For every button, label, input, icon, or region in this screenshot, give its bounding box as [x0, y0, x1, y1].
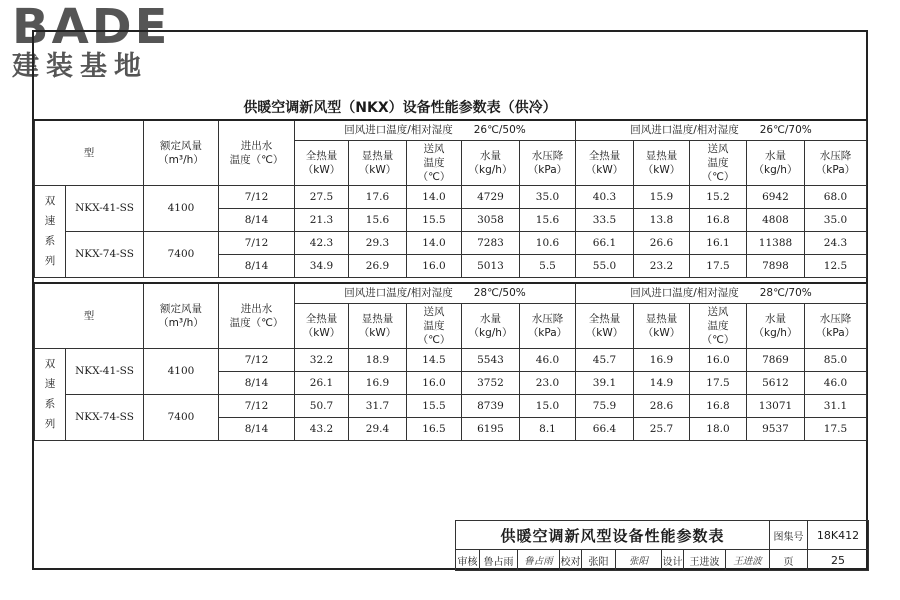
header-line: 温度: [423, 156, 445, 169]
water-temp-header: [219, 283, 295, 348]
header-line: （kW）: [302, 326, 341, 339]
design-label: 设计: [662, 550, 684, 571]
header-line: 全热量: [305, 312, 338, 325]
header-line: 全热量: [305, 149, 338, 162]
total-heat-value: 33.5: [576, 208, 634, 231]
series-label: 双 速 系 列: [35, 348, 66, 440]
sensible-heat-value: 16.9: [349, 371, 407, 394]
water-temp-header: [219, 120, 295, 185]
total-heat-header: [576, 303, 634, 348]
water-flow-value: 11388: [747, 231, 805, 254]
water-flow-header: [747, 303, 805, 348]
water-pressure-drop-value: 46.0: [520, 348, 576, 371]
water-flow-header: [462, 140, 520, 185]
performance-table-section-1: [34, 119, 867, 278]
water-flow-value: 5612: [747, 371, 805, 394]
performance-table-section-2: [34, 282, 867, 441]
header-line: 温度（℃）: [229, 153, 284, 166]
supply-air-temp-value: 16.8: [690, 394, 747, 417]
header-line: 进出水: [240, 302, 273, 315]
total-heat-value: 21.3: [295, 208, 349, 231]
model-name: NKX-74-SS: [66, 394, 144, 440]
header-line: （kg/h）: [468, 326, 513, 339]
supply-air-temp-value: 14.5: [407, 348, 462, 371]
total-heat-value: 66.4: [576, 417, 634, 440]
table-row: [35, 185, 867, 208]
table-title: 供暖空调新风型（NKX）设备性能参数表（供冷）: [243, 100, 557, 116]
supply-air-temp-value: 16.0: [407, 371, 462, 394]
page-number: 25: [808, 550, 869, 571]
water-flow-header: [747, 140, 805, 185]
total-heat-value: 26.1: [295, 371, 349, 394]
header-line: （kW）: [642, 326, 681, 339]
sensible-heat-value: 16.9: [634, 348, 690, 371]
header-line: 温度: [707, 156, 729, 169]
header-line: （℃）: [417, 170, 451, 183]
water-pressure-drop-value: 8.1: [520, 417, 576, 440]
header-line: 型: [83, 309, 95, 322]
sensible-heat-value: 29.4: [349, 417, 407, 440]
header-line: 额定风量: [160, 302, 202, 315]
total-heat-value: 42.3: [295, 231, 349, 254]
sensible-heat-value: 26.6: [634, 231, 690, 254]
page-label: 页: [770, 550, 808, 571]
supply-air-temp-header: [407, 303, 462, 348]
water-pressure-drop-value: 10.6: [520, 231, 576, 254]
total-heat-value: 45.7: [576, 348, 634, 371]
water-flow-value: 7869: [747, 348, 805, 371]
header-line: （kPa）: [527, 326, 568, 339]
checker-name: 张阳: [582, 550, 616, 571]
model-name: NKX-41-SS: [66, 348, 144, 394]
table-row: [35, 231, 867, 254]
model-name: NKX-74-SS: [66, 231, 144, 277]
model-header: [35, 120, 144, 185]
designer-name: 王进波: [684, 550, 726, 571]
total-heat-value: 50.7: [295, 394, 349, 417]
total-heat-value: 27.5: [295, 185, 349, 208]
inlet-outlet-water-temp: 7/12: [219, 231, 295, 254]
water-pressure-drop-header: [520, 140, 576, 185]
sensible-heat-header: [349, 140, 407, 185]
model-header: [35, 283, 144, 348]
total-heat-value: 43.2: [295, 417, 349, 440]
inlet-outlet-water-temp: 8/14: [219, 254, 295, 277]
water-flow-value: 8739: [462, 394, 520, 417]
header-line: （℃）: [701, 170, 735, 183]
water-pressure-drop-value: 5.5: [520, 254, 576, 277]
header-line: 温度: [423, 319, 445, 332]
supply-air-temp-value: 15.5: [407, 394, 462, 417]
supply-air-temp-value: 17.5: [690, 371, 747, 394]
header-line: 送风: [423, 305, 445, 318]
header-line: 温度（℃）: [229, 316, 284, 329]
water-pressure-drop-value: 85.0: [805, 348, 867, 371]
water-flow-value: 5013: [462, 254, 520, 277]
sensible-heat-value: 28.6: [634, 394, 690, 417]
sensible-heat-value: 29.3: [349, 231, 407, 254]
inlet-outlet-water-temp: 7/12: [219, 348, 295, 371]
water-pressure-drop-value: 12.5: [805, 254, 867, 277]
inlet-outlet-water-temp: 8/14: [219, 417, 295, 440]
total-heat-value: 75.9: [576, 394, 634, 417]
water-flow-value: 6942: [747, 185, 805, 208]
water-flow-value: 4729: [462, 185, 520, 208]
supply-air-temp-value: 15.5: [407, 208, 462, 231]
header-line: 显热量: [645, 312, 678, 325]
sensible-heat-value: 18.9: [349, 348, 407, 371]
water-flow-value: 7898: [747, 254, 805, 277]
header-line: 进出水: [240, 139, 273, 152]
water-pressure-drop-value: 35.0: [520, 185, 576, 208]
water-pressure-drop-value: 24.3: [805, 231, 867, 254]
header-line: （kW）: [358, 326, 397, 339]
sensible-heat-header: [349, 303, 407, 348]
sensible-heat-header: [634, 140, 690, 185]
inlet-outlet-water-temp: 7/12: [219, 185, 295, 208]
reviewer-signature: 鲁占雨: [518, 550, 560, 571]
header-line: 温度: [707, 319, 729, 332]
sensible-heat-value: 15.9: [634, 185, 690, 208]
water-flow-value: 3058: [462, 208, 520, 231]
header-line: （kW）: [585, 326, 624, 339]
header-line: 显热量: [361, 149, 394, 162]
water-pressure-drop-value: 35.0: [805, 208, 867, 231]
header-line: 水量: [480, 149, 501, 162]
water-flow-value: 3752: [462, 371, 520, 394]
total-heat-value: 40.3: [576, 185, 634, 208]
header-line: 显热量: [645, 149, 678, 162]
water-pressure-drop-value: 68.0: [805, 185, 867, 208]
header-line: 水量: [480, 312, 501, 325]
logo-chinese-name: 建装基地: [12, 51, 148, 82]
supply-air-temp-value: 14.0: [407, 185, 462, 208]
header-line: 水压降: [819, 312, 852, 325]
atlas-number: 18K412: [808, 521, 869, 550]
condition-b-header: 回风进口温度/相对湿度 26℃/70%: [576, 120, 867, 140]
water-pressure-drop-value: 15.0: [520, 394, 576, 417]
header-line: 水压降: [531, 312, 564, 325]
supply-air-temp-value: 14.0: [407, 231, 462, 254]
water-flow-value: 7283: [462, 231, 520, 254]
header-line: （℃）: [701, 333, 735, 346]
water-flow-value: 5543: [462, 348, 520, 371]
header-line: 显热量: [361, 312, 394, 325]
sensible-heat-header: [634, 303, 690, 348]
header-line: 全热量: [588, 149, 621, 162]
table-row: [35, 283, 867, 303]
header-line: （kg/h）: [753, 326, 798, 339]
title-block: [455, 520, 869, 571]
water-pressure-drop-header: [520, 303, 576, 348]
table-row: [35, 348, 867, 371]
water-flow-value: 6195: [462, 417, 520, 440]
model-name: NKX-41-SS: [66, 185, 144, 231]
supply-air-temp-value: 16.0: [407, 254, 462, 277]
header-line: 额定风量: [160, 139, 202, 152]
inlet-outlet-water-temp: 8/14: [219, 208, 295, 231]
total-heat-header: [576, 140, 634, 185]
atlas-number-label: 图集号: [770, 521, 808, 550]
header-line: 水压降: [531, 149, 564, 162]
header-line: （kPa）: [815, 326, 856, 339]
sensible-heat-value: 13.8: [634, 208, 690, 231]
rated-airflow: 4100: [144, 185, 219, 231]
designer-signature: 王进波: [726, 550, 770, 571]
header-line: 送风: [707, 305, 729, 318]
header-line: （kPa）: [815, 163, 856, 176]
supply-air-temp-header: [690, 140, 747, 185]
water-pressure-drop-value: 17.5: [805, 417, 867, 440]
header-line: 水量: [765, 149, 786, 162]
logo-wordmark: BADE: [12, 0, 171, 55]
header-line: 型: [83, 146, 95, 159]
total-heat-value: 32.2: [295, 348, 349, 371]
check-label: 校对: [560, 550, 582, 571]
header-line: 送风: [423, 142, 445, 155]
total-heat-value: 34.9: [295, 254, 349, 277]
total-heat-value: 66.1: [576, 231, 634, 254]
supply-air-temp-header: [690, 303, 747, 348]
header-line: （kg/h）: [753, 163, 798, 176]
water-pressure-drop-header: [805, 303, 867, 348]
header-line: （kW）: [302, 163, 341, 176]
header-line: 水量: [765, 312, 786, 325]
total-heat-header: [295, 140, 349, 185]
supply-air-temp-header: [407, 140, 462, 185]
water-pressure-drop-value: 23.0: [520, 371, 576, 394]
total-heat-value: 39.1: [576, 371, 634, 394]
water-flow-header: [462, 303, 520, 348]
water-pressure-drop-value: 31.1: [805, 394, 867, 417]
sensible-heat-value: 23.2: [634, 254, 690, 277]
total-heat-value: 55.0: [576, 254, 634, 277]
water-flow-value: 13071: [747, 394, 805, 417]
total-heat-header: [295, 303, 349, 348]
title-block-title: 供暖空调新风型设备性能参数表: [456, 521, 770, 550]
header-line: （kPa）: [527, 163, 568, 176]
condition-a-header: 回风进口温度/相对湿度 28℃/50%: [295, 283, 576, 303]
water-pressure-drop-value: 15.6: [520, 208, 576, 231]
header-line: （kW）: [358, 163, 397, 176]
water-pressure-drop-header: [805, 140, 867, 185]
sensible-heat-value: 17.6: [349, 185, 407, 208]
series-label: 双 速 系 列: [35, 185, 66, 277]
airflow-header: [144, 120, 219, 185]
supply-air-temp-value: 18.0: [690, 417, 747, 440]
supply-air-temp-value: 16.8: [690, 208, 747, 231]
rated-airflow: 4100: [144, 348, 219, 394]
header-line: （℃）: [417, 333, 451, 346]
header-line: （kW）: [642, 163, 681, 176]
header-line: （kW）: [585, 163, 624, 176]
header-line: （m³/h）: [158, 316, 204, 329]
water-flow-value: 9537: [747, 417, 805, 440]
supply-air-temp-value: 16.5: [407, 417, 462, 440]
supply-air-temp-value: 15.2: [690, 185, 747, 208]
table-row: [35, 394, 867, 417]
sensible-heat-value: 26.9: [349, 254, 407, 277]
inlet-outlet-water-temp: 8/14: [219, 371, 295, 394]
header-line: （m³/h）: [158, 153, 204, 166]
review-label: 审核: [456, 550, 480, 571]
sensible-heat-value: 31.7: [349, 394, 407, 417]
condition-b-header: 回风进口温度/相对湿度 28℃/70%: [576, 283, 867, 303]
header-line: 全热量: [588, 312, 621, 325]
header-line: （kg/h）: [468, 163, 513, 176]
checker-signature: 张阳: [616, 550, 662, 571]
sensible-heat-value: 25.7: [634, 417, 690, 440]
supply-air-temp-value: 17.5: [690, 254, 747, 277]
sensible-heat-value: 14.9: [634, 371, 690, 394]
water-pressure-drop-value: 46.0: [805, 371, 867, 394]
airflow-header: [144, 283, 219, 348]
supply-air-temp-value: 16.0: [690, 348, 747, 371]
header-line: 送风: [707, 142, 729, 155]
condition-a-header: 回风进口温度/相对湿度 26℃/50%: [295, 120, 576, 140]
header-line: 水压降: [819, 149, 852, 162]
water-flow-value: 4808: [747, 208, 805, 231]
rated-airflow: 7400: [144, 231, 219, 277]
reviewer-name: 鲁占雨: [480, 550, 518, 571]
table-row: [35, 120, 867, 140]
supply-air-temp-value: 16.1: [690, 231, 747, 254]
rated-airflow: 7400: [144, 394, 219, 440]
inlet-outlet-water-temp: 7/12: [219, 394, 295, 417]
sensible-heat-value: 15.6: [349, 208, 407, 231]
